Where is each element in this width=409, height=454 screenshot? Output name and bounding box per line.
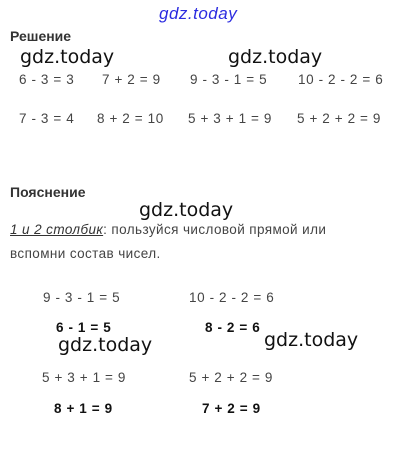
watermark: gdz.today — [228, 46, 323, 68]
explanation-link: 1 и 2 столбик — [10, 222, 104, 237]
explanation-line-1 — [10, 222, 326, 237]
solution-equation: 8 + 2 = 10 — [97, 111, 164, 126]
solution-equation: 9 - 3 - 1 = 5 — [190, 72, 268, 87]
solution-equation: 10 - 2 - 2 = 6 — [298, 72, 384, 87]
watermark: gdz.today — [20, 46, 115, 68]
example-equation: 9 - 3 - 1 = 5 — [43, 290, 121, 305]
explanation-heading: Пояснение — [10, 184, 86, 200]
solution-equation: 7 + 2 = 9 — [102, 72, 161, 87]
watermark: gdz.today — [139, 199, 234, 221]
example-step: 8 + 1 = 9 — [54, 401, 113, 416]
example-equation: 5 + 3 + 1 = 9 — [42, 370, 126, 385]
site-title[interactable]: gdz.today — [159, 4, 238, 23]
example-equation: 5 + 2 + 2 = 9 — [189, 370, 273, 385]
solution-equation: 7 - 3 = 4 — [19, 111, 75, 126]
watermark: gdz.today — [264, 329, 359, 351]
explanation-line-2: вспомни состав чисел. — [10, 246, 161, 261]
example-equation: 10 - 2 - 2 = 6 — [189, 290, 275, 305]
example-step: 7 + 2 = 9 — [202, 401, 261, 416]
solution-equation: 6 - 3 = 3 — [19, 72, 75, 87]
solution-heading: Решение — [10, 28, 72, 44]
example-step: 6 - 1 = 5 — [56, 320, 112, 335]
explanation-text: : пользуйся числовой прямой или — [103, 222, 327, 237]
example-step: 8 - 2 = 6 — [205, 320, 261, 335]
watermark: gdz.today — [58, 334, 153, 356]
solution-equation: 5 + 3 + 1 = 9 — [188, 111, 272, 126]
solution-equation: 5 + 2 + 2 = 9 — [297, 111, 381, 126]
